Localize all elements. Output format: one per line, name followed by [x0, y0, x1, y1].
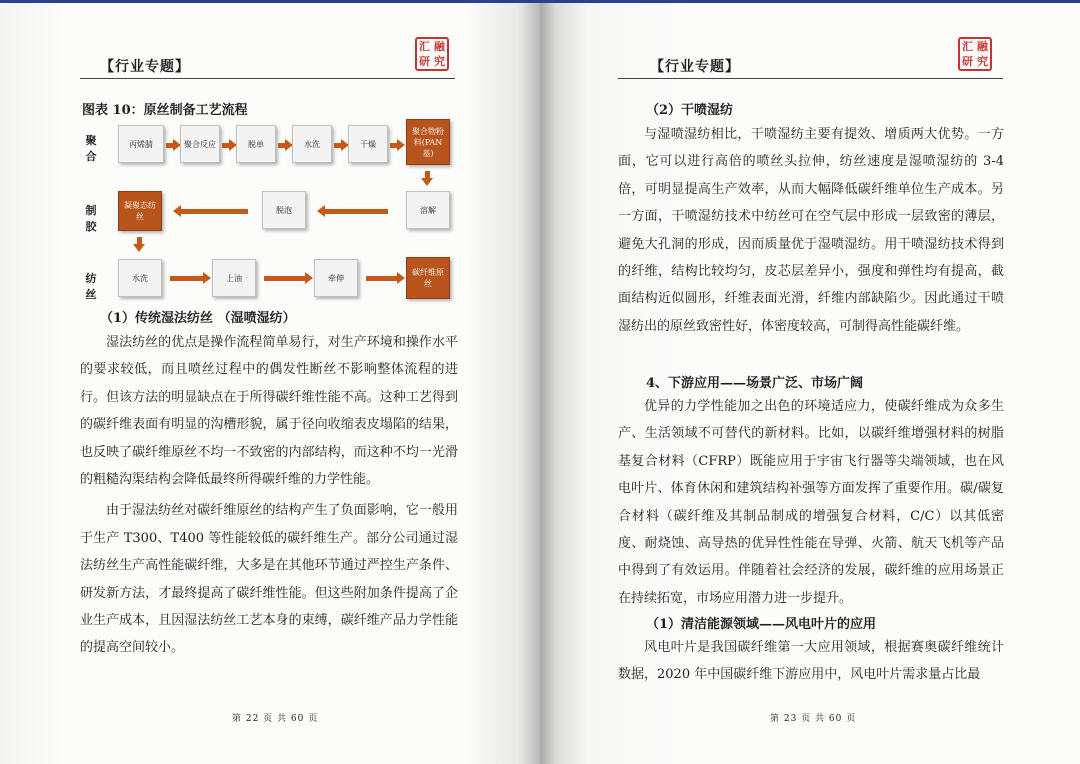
flow-arrow-down [137, 237, 142, 245]
flow-arrow [166, 143, 174, 148]
flow-step-wash: 水洗 [292, 125, 332, 163]
logo-char: 研 [419, 55, 430, 68]
flow-step-condensed-spinning: 凝聚态纺丝 [118, 191, 162, 231]
seal-logo [415, 37, 449, 71]
flow-step-polymerization: 聚合反应 [180, 125, 220, 163]
left-body-text [80, 329, 458, 662]
flow-step-dry: 干燥 [348, 125, 388, 163]
right-body-text-2 [618, 393, 1004, 612]
flow-arrow [390, 143, 398, 148]
page-number: 第 22 页 共 60 页 [232, 714, 319, 724]
flow-arrow-down [425, 171, 430, 179]
section-title-wind-blades: （1）清洁能源领域——风电叶片的应用 [646, 617, 877, 632]
page-number: 第 23 页 共 60 页 [770, 714, 857, 724]
process-flow-diagram [82, 119, 462, 305]
flow-step-pan-powder: 聚合物粉料(PAN基) [406, 119, 450, 165]
flow-arrow [170, 276, 204, 281]
paragraph: 由于湿法纺丝对碳纤维原丝的结构产生了负面影响，它一般用于生产 T300、T400 等性能较低的碳纤维生产。部分公司通过湿法纺丝生产高性能碳纤维，大多是在其他环节通过严控生产条件、研发新方法，才最终提高了碳纤维性能。但这些附加条件提高了企业生产成本，且因湿法纺丝工艺本身的束缚，碳纤维产品力学性能的提高空间较小。 [80, 503, 458, 656]
flow-step-wash-2: 水洗 [118, 259, 162, 297]
right-body-text-1 [618, 121, 1004, 340]
header-rule [618, 78, 1003, 79]
section-title-downstream: 4、下游应用——场景广泛、市场广阔 [646, 376, 864, 391]
flow-arrow [264, 276, 306, 281]
row-label-spin: 纺丝 [85, 272, 97, 301]
flow-arrow [324, 209, 388, 214]
flow-arrow [366, 276, 398, 281]
section-title-wet-spinning: （1）传统湿法纺丝 （湿喷湿纺） [100, 311, 296, 326]
book-spread [0, 3, 1080, 764]
logo-char: 研 [962, 55, 973, 68]
page-left [0, 3, 540, 764]
flow-arrow [222, 143, 230, 148]
page-header-title: 【行业专题】 [650, 59, 740, 75]
header-rule [80, 78, 455, 79]
logo-char: 融 [434, 40, 445, 53]
logo-char: 融 [977, 40, 988, 53]
logo-char: 究 [977, 55, 988, 68]
logo-char: 汇 [962, 40, 973, 53]
logo-char: 究 [434, 55, 445, 68]
right-body-text-3 [618, 634, 1004, 689]
paragraph: 风电叶片是我国碳纤维第一大应用领域，根据赛奥碳纤维统计数据，2020 年中国碳纤维下游应用中，风电叶片需求量占比最 [618, 640, 1004, 683]
paragraph: 湿法纺丝的优点是操作流程简单易行，对生产环境和操作水平的要求较低，而且喷丝过程中的偶发性断丝不影响整体流程的进行。但该方法的明显缺点在于所得碳纤维性能不高。这种工艺得到的碳纤维表面有明显的沟槽形貌，属于径向收缩表皮塌陷的结果，也反映了碳纤维原丝不均一不致密的内部结构，而这种不均一光滑的粗糙沟渠结构会降低最终所得碳纤维的力学性能。 [80, 335, 458, 488]
flow-arrow [278, 143, 286, 148]
page-header-title: 【行业专题】 [100, 59, 190, 75]
flow-step-degas: 脱泡 [262, 191, 306, 229]
page-right [540, 3, 1080, 764]
logo-char: 汇 [419, 40, 430, 53]
paragraph: 优异的力学性能加之出色的环境适应力，使碳纤维成为众多生产、生活领域不可替代的新材料。比如，以碳纤维增强材料的树脂基复合材料（CFRP）既能应用于宇宙飞行器等尖端领域，也在风电叶片、体育休闲和建筑结构补强等方面发挥了重要作用。碳/碳复合材料（碳纤维及其制品制成的增强复合材料，C/C）以其低密度、耐烧蚀、高导热的优异性性能在导弹、火箭、航天飞机等产品中得到了有效运用。伴随着社会经济的发展，碳纤维的应用场景正在持续拓宽，市场应用潜力进一步提升。 [618, 399, 1004, 606]
flow-arrow [334, 143, 342, 148]
figure-title: 图表 10：原丝制备工艺流程 [82, 103, 248, 118]
row-label-dope: 制胶 [85, 204, 97, 233]
flow-step-oiling: 上油 [212, 259, 256, 297]
paragraph: 与湿喷湿纺相比，干喷湿纺主要有提效、增质两大优势。一方面，它可以进行高倍的喷丝头拉伸，纺丝速度是湿喷湿纺的 3-4 倍，可明显提高生产效率，从而大幅降低碳纤维单位生产成本。另一方面，干喷湿纺技术中纺丝可在空气层中形成一层致密的薄层，避免大孔洞的形成，因而质量优于湿喷湿纺。用干喷湿纺技术得到的纤维，结构比较均匀，皮芯层差异小，强度和弹性均有提高，截面结构近似圆形，纤维表面光滑，纤维内部缺陷少。因此通过干喷湿纺出的原丝致密性好，体密度较高，可制得高性能碳纤维。 [618, 127, 1004, 334]
section-title-dry-jet-wet: （2）干喷湿纺 [646, 103, 734, 118]
seal-logo [958, 37, 992, 71]
row-label-polymerize: 聚合 [85, 134, 97, 163]
flow-step-acrylonitrile: 丙烯腈 [118, 125, 164, 163]
flow-step-dissolve: 溶解 [406, 191, 450, 229]
flow-step-demonomer: 脱单 [236, 125, 276, 163]
flow-step-precursor: 碳纤维原丝 [406, 257, 450, 299]
flow-arrow [180, 209, 248, 214]
flow-step-stretch: 牵伸 [314, 259, 358, 297]
